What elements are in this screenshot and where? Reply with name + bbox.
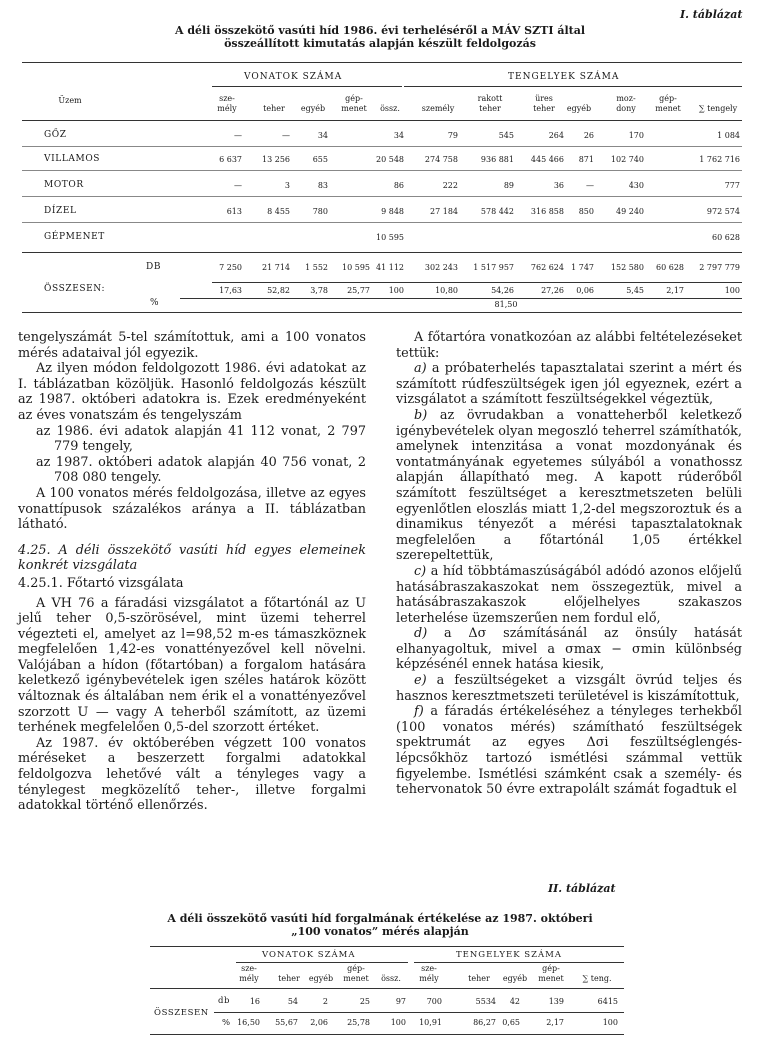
table1-group-trains: VONATOK SZÁMA: [244, 72, 343, 82]
table1-total-label: ÖSSZESEN:: [44, 284, 106, 294]
table1-cell: 1 084: [717, 131, 740, 140]
table1-total-cell: 21 714: [262, 263, 290, 272]
table2-total-cell: 2,06: [310, 1018, 328, 1027]
table1-col-rakott: rakott teher: [477, 94, 503, 113]
table2-col-ax-gepmenet: gép- menet: [538, 964, 564, 983]
table1-cell: —: [234, 181, 242, 190]
left-p3: az 1986. évi adatok alapján 41 112 vonat, 2 797 779 tengely,: [36, 423, 366, 455]
table2-total-cell: 10,91: [419, 1018, 442, 1027]
table1-caption: I. táblázat: [680, 8, 743, 21]
table1-total-cell: 302 243: [424, 263, 458, 272]
table1-cell: 20 548: [376, 155, 404, 164]
table1-cell: 6 637: [219, 155, 242, 164]
table1-total-cell: 152 580: [610, 263, 644, 272]
table1-cell: 264: [548, 131, 564, 140]
table1-cell: 49 240: [616, 207, 644, 216]
table1-total-cell: 1 517 957: [473, 263, 514, 272]
table1-cell: 170: [628, 131, 644, 140]
left-p5: A 100 vonatos mérés feldolgozása, illetve az egyes vonattípusok százalékos aránya a II. táblázatban látható.: [18, 485, 366, 533]
table1-col-teher: teher: [263, 104, 285, 113]
table1-total-cell: 2,17: [666, 286, 684, 295]
table1-col-uzem: Üzem: [58, 96, 82, 105]
left-p6: A VH 76 a fáradási vizsgálatot a főtartónál az U jelű teher 0,5-szörösével, mint üzemi teherrel végezteti el, amelyet az l=98,52 m-es támaszköznek megfelelően 1,42-es vonattényezővel kell növelni. Valójában a hídon (főtartóban) a forgalom hatására keletkező igénybevételek igen széles határok között változnak és általában nem érik el a vonattényezővel szorzott U — vagy A teherből számított, az üzemi terhének megfelelően 0,5-del szorzott értéket.: [18, 595, 366, 736]
table1-total-cell: 54,26: [491, 286, 514, 295]
table1-cell: 26: [583, 131, 594, 140]
table1-col-ax-gepmenet: gép- menet: [655, 94, 681, 113]
table1-cell: 871: [578, 155, 594, 164]
cond-c: c) a híd többtámaszúságából adódó azonos előjelű hatásábraszakaszokat nem összegeztük, mivel a hatásábraszakaszok előjelhelyes szakaszos leterhelése üzemszerűen nem fordul elő,: [396, 563, 742, 626]
table1-cell: 936 881: [480, 155, 514, 164]
table1-col-tengely: ∑ tengely: [698, 104, 738, 113]
table1-total-cell: 100: [724, 286, 740, 295]
table1-row-label: MOTOR: [44, 180, 84, 190]
table2-total-cell: 86,27: [473, 1018, 496, 1027]
table1-row-label: GŐZ: [44, 130, 67, 140]
table2-total-cell: 25,78: [347, 1018, 370, 1027]
table1-cell: 60 628: [712, 233, 740, 242]
table2-total-cell: 5534: [475, 997, 496, 1006]
table2-total-cell: 2: [322, 997, 328, 1006]
table1-col-ossz: össz.: [380, 104, 400, 113]
table1-cell: 3: [284, 181, 290, 190]
table2-group-trains: VONATOK SZÁMA: [262, 950, 356, 960]
table1-cell: 274 758: [424, 155, 458, 164]
table1-top-rule: [22, 62, 742, 63]
table1-total-cell: 25,77: [347, 286, 370, 295]
table1-total-cell: 52,82: [267, 286, 290, 295]
table1-cell: 972 574: [706, 207, 740, 216]
table1-total-cell: 1 552: [305, 263, 328, 272]
left-p7: Az 1987. év októberében végzett 100 vonatos méréseket a beszerzett forgalmi adatokkal feldolgozva lehetővé vált a tényleges vagy a ténylegest megközelítő teher-, illetve forgalmi adatokkal történő ellenőrzés.: [18, 735, 366, 814]
table1-group-axles: TENGELYEK SZÁMA: [508, 72, 620, 82]
table2-total-cell: 16: [249, 997, 260, 1006]
table1-cell: 777: [724, 181, 740, 190]
table1-cell: 86: [393, 181, 404, 190]
table2-total-cell: 2,17: [546, 1018, 564, 1027]
table1-cell: 36: [553, 181, 564, 190]
table1-total-cell: 0,06: [576, 286, 594, 295]
table2-title: A déli összekötő vasúti híd forgalmának értékelése az 1987. októberi „100 vonatos” mérés alapján: [167, 912, 593, 938]
table1-total-cell: 60 628: [656, 263, 684, 272]
table1-total-cell: 41 112: [376, 263, 404, 272]
table1-total-cell: 100: [388, 286, 404, 295]
table2-group-axles: TENGELYEK SZÁMA: [456, 950, 562, 960]
cond-a: a) a próbaterhelés tapasztalatai szerint a mért és számított rúdfeszültségek igen jól egyeznek, ezért a vizsgálatot a számított feszültségekkel végeztük,: [396, 361, 742, 408]
table1-cell: 27 184: [430, 207, 458, 216]
table1-col-mozdony: moz- dony: [616, 94, 636, 113]
subsection-title: 4.25.1. Főtartó vizsgálata: [18, 575, 184, 591]
table1-cell: 850: [578, 207, 594, 216]
table1-total-cell: 27,26: [541, 286, 564, 295]
table2-total-cell: 25: [359, 997, 370, 1006]
cond-b: b) az övrudakban a vonatteherből keletkező igénybevételek olyan megoszló teherrel számíthatók, amelynek intenzitása a vonat mozdonyának és vontatmányának egyetemes súlyából a vonathossz alapján állapítható meg. A kapott rúderőből számított feszültséget a keresztmetszeten belüli egyenlőtlen eloszlás miatt 1,2-del megszoroztuk és a dinamikus tényezőt a mérési tapasztalatoknak megfelelően a főtartónál 1,05 értékkel szerepeltettük,: [396, 407, 742, 564]
table2-total-cell: 16,50: [237, 1018, 260, 1027]
table2-pct-label: %: [222, 1018, 231, 1028]
table2-col-ossz: össz.: [381, 974, 401, 983]
table1-total-cell: 2 797 779: [699, 263, 740, 272]
table2-col-teng: ∑ teng.: [582, 974, 612, 983]
table2-total-cell: 97: [395, 997, 406, 1006]
table1-cell: 222: [442, 181, 458, 190]
table2-total-cell: 139: [548, 997, 564, 1006]
table1-total-cell: 762 624: [530, 263, 564, 272]
table1-row-label: GÉPMENET: [44, 232, 105, 242]
table1-cell: —: [234, 131, 242, 140]
table2-col-szemely: sze- mély: [239, 964, 259, 983]
table1-cell: 102 740: [610, 155, 644, 164]
table1-cell: 34: [317, 131, 328, 140]
right-column: [396, 330, 742, 798]
table2-total-cell: 54: [287, 997, 298, 1006]
table1-cell: 79: [447, 131, 458, 140]
table1-title: A déli összekötő vasúti híd 1986. évi terheléséről a MÁV SZTI által összeállított kimutatás alapján készült feldolgozás: [174, 24, 586, 50]
table2-total-cell: 700: [426, 997, 442, 1006]
table1-cell: 316 858: [530, 207, 564, 216]
table1-row-label: DÍZEL: [44, 206, 77, 216]
table1-total-cell: 3,78: [310, 286, 328, 295]
left-column: [18, 330, 366, 814]
table2-total-cell: 42: [509, 997, 520, 1006]
table2-total-label: ÖSSZESEN: [154, 1008, 209, 1018]
table2-total-cell: 6415: [597, 997, 618, 1006]
table1-cell: —: [282, 131, 290, 140]
table1-total-cell: 10,80: [435, 286, 458, 295]
table2-col-gepmenet: gép- menet: [343, 964, 369, 983]
table2-total-cell: 100: [390, 1018, 406, 1027]
table1-cell: 9 848: [381, 207, 404, 216]
table1-col-gepmenet: gép- menet: [341, 94, 367, 113]
table2-caption: II. táblázat: [548, 882, 616, 895]
table1-cell: 445 466: [530, 155, 564, 164]
table1-cell: 578 442: [480, 207, 514, 216]
left-p4: az 1987. októberi adatok alapján 40 756 vonat, 2 708 080 tengely.: [36, 454, 366, 486]
cond-d: d) a Δσ számításánál az önsúly hatását elhanyagoltuk, mivel a σmax − σmin különbség képzésénél ennek hatása kiesik,: [396, 626, 742, 673]
table1-row-label: VILLAMOS: [44, 154, 101, 164]
table1-cell: 13 256: [262, 155, 290, 164]
table1-col-szemely: sze- mély: [217, 94, 237, 113]
left-p2: Az ilyen módon feldolgozott 1986. évi adatokat az I. táblázatban közöljük. Hasonló feldolgozás készült az 1987. októberi adatokra is. Ezek eredményeként az éves vonatszám és tengelyszám: [18, 361, 366, 423]
table1-pct-combined: 81,50: [494, 300, 518, 309]
table2-total-cell: 100: [602, 1018, 618, 1027]
table1-total-cell: 1 747: [571, 263, 594, 272]
cond-f: f) a fáradás értékeléséhez a tényleges terhekből (100 vonatos mérés) számítható feszültségek spektrumát az egyes Δσi feszültséglengés-lépcsőkhöz tartozó ismétlési számmal vettük figyelembe. Ismétlési számként csak a személy- és tehervonatok 50 évre extrapolált számát fogadtuk el: [396, 704, 742, 798]
table1-cell: 613: [226, 207, 242, 216]
table1-col-egyeb: egyéb: [300, 104, 326, 113]
left-p1: tengelyszámát 5-tel számítottuk, ami a 100 vonatos mérés adataival jól egyezik.: [18, 330, 366, 361]
table2-db-label: db: [218, 996, 231, 1006]
section-title: 4.25. A déli összekötő vasúti híd egyes elemeinek konkrét vizsgálata: [18, 542, 366, 574]
table1-cell: 545: [498, 131, 514, 140]
cond-e: e) a feszültségeket a vizsgált övrúd teljes és hasznos keresztmetszeti területével is kiszámítottuk,: [396, 673, 742, 704]
table1-total-cell: 7 250: [219, 263, 242, 272]
table2-col-teher: teher: [278, 974, 300, 983]
table2-col-ax-szemely: sze- mély: [419, 964, 439, 983]
table2-col-ax-egyeb: egyéb: [502, 974, 528, 983]
table1-cell: —: [586, 181, 594, 190]
table1-cell: 1 762 716: [699, 155, 740, 164]
table1-cell: 430: [628, 181, 644, 190]
table1-cell: 34: [393, 131, 404, 140]
table1-cell: 83: [317, 181, 328, 190]
table1-cell: 89: [503, 181, 514, 190]
table1-col-ax-szemely: személy: [421, 104, 455, 113]
table1-total-cell: 10 595: [342, 263, 370, 272]
table2-total-cell: 55,67: [275, 1018, 298, 1027]
table1-col-ures: üres teher: [533, 94, 555, 113]
table2-col-ax-teher: teher: [468, 974, 490, 983]
table1-total-cell: 5,45: [626, 286, 644, 295]
table2-total-cell: 0,65: [502, 1018, 520, 1027]
right-intro: A főtartóra vonatkozóan az alábbi feltételezéseket tettük:: [396, 330, 742, 361]
table1-total-cell: 17,63: [219, 286, 242, 295]
table1-cell: 10 595: [376, 233, 404, 242]
table1-db-label: DB: [146, 262, 162, 272]
table1-cell: 8 455: [267, 207, 290, 216]
table2-col-egyeb: egyéb: [308, 974, 334, 983]
table1-col-ax-egyeb: egyéb: [566, 104, 592, 113]
table1-pct-label: %: [150, 298, 160, 308]
table1-cell: 655: [312, 155, 328, 164]
table1-cell: 780: [312, 207, 328, 216]
